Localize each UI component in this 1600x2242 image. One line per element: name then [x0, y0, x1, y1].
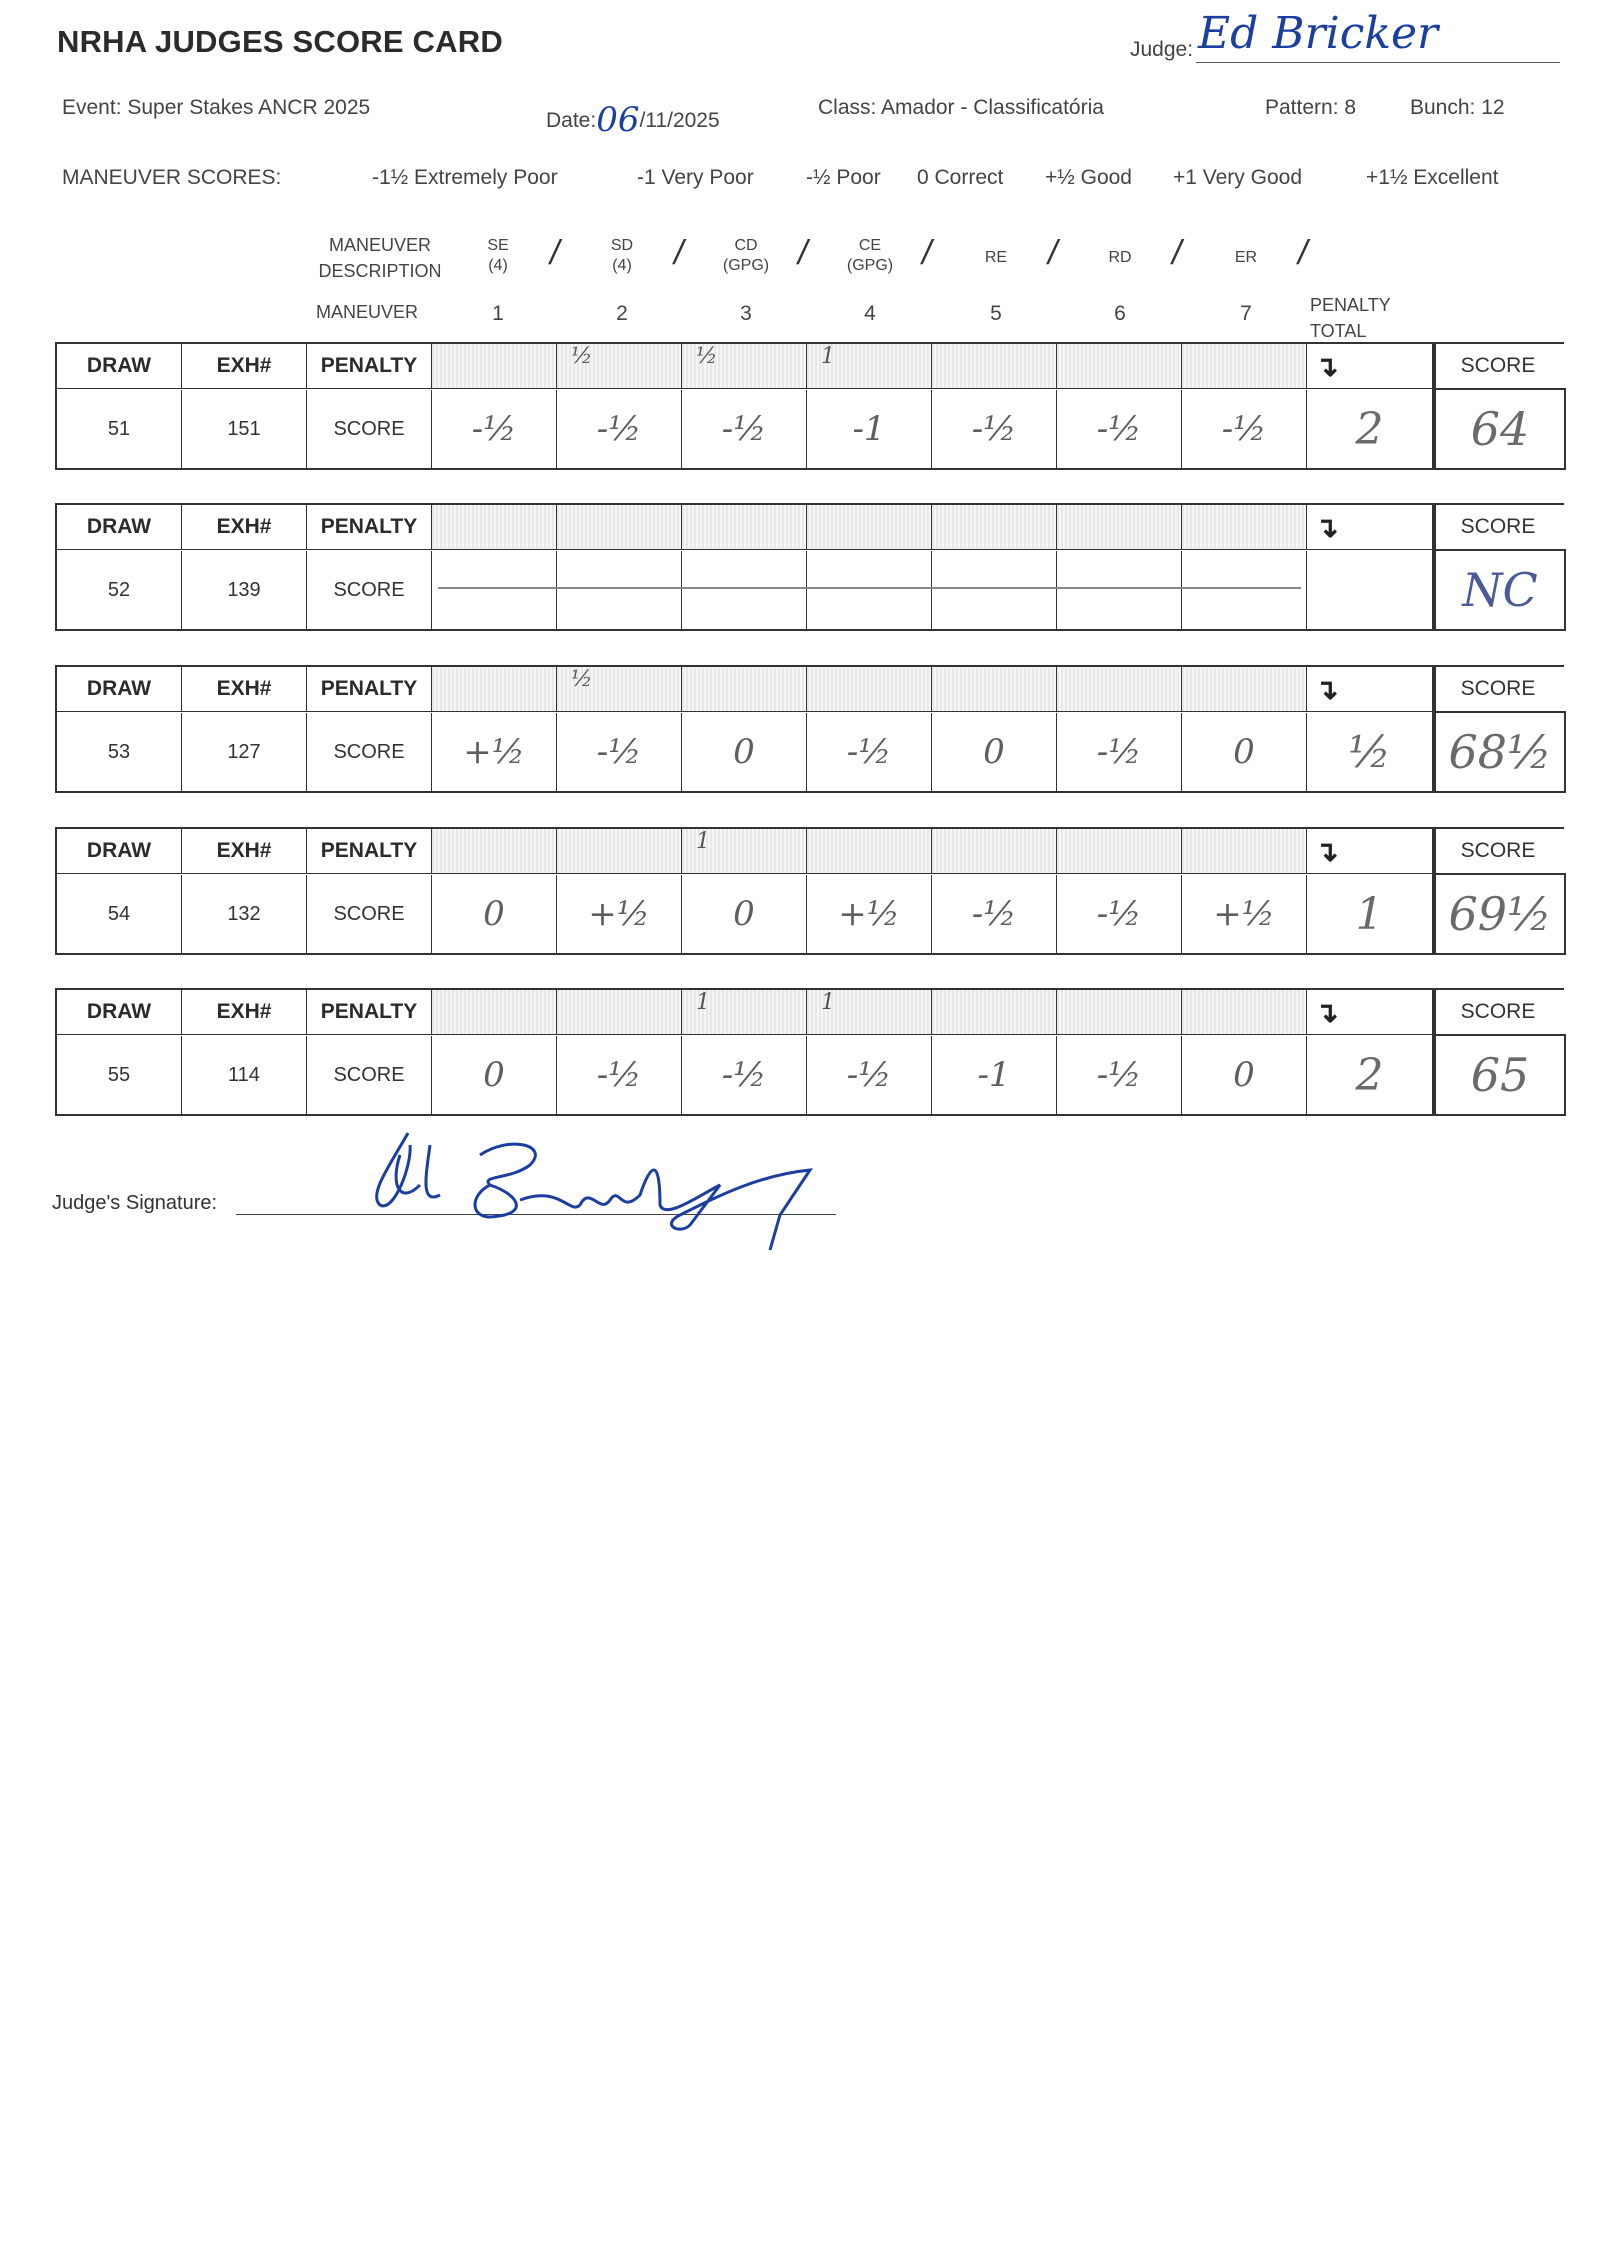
exh-value — [182, 551, 307, 629]
maneuver-score: 0 — [483, 894, 505, 934]
penalty-mark: 1 — [696, 990, 710, 1015]
penalty-cell-5 — [932, 344, 1057, 388]
maneuver-sub: (GPG) — [722, 257, 770, 274]
final-score-value: 65 — [1470, 1048, 1530, 1102]
maneuver-score-cell-5 — [932, 1036, 1057, 1114]
penalty-total-cell — [1307, 875, 1432, 953]
maneuver-code-2 — [582, 236, 662, 276]
maneuver-code-7 — [1206, 236, 1286, 268]
scale-item: +1½ Excellent — [1366, 166, 1499, 189]
penalty-cell-5 — [932, 667, 1057, 711]
penalty-cell-6 — [1057, 829, 1182, 873]
exh-label: EXH# — [216, 1000, 272, 1023]
penalty-row — [57, 344, 1432, 389]
exh-value — [182, 1036, 307, 1114]
scale-item: -1 Very Poor — [637, 166, 754, 189]
maneuver-score: -½ — [721, 409, 767, 449]
penalty-total-value: 2 — [1355, 403, 1384, 455]
maneuver-code: ER — [1234, 249, 1258, 266]
score-label-cell — [307, 551, 432, 629]
maneuver-score-cell-5 — [932, 551, 1057, 629]
penalty-cell-7 — [1182, 990, 1307, 1034]
penalty-cell-3 — [682, 667, 807, 711]
penalty-cell-4 — [807, 344, 932, 388]
scale-item: -½ Poor — [806, 166, 881, 189]
score-row — [57, 390, 1432, 468]
maneuver-score: -½ — [1096, 732, 1142, 772]
maneuver-score-cell-4 — [807, 1036, 932, 1114]
run-block-52 — [55, 503, 1434, 631]
score-label-cell — [307, 1036, 432, 1114]
final-score-divider — [1434, 988, 1436, 1036]
maneuver-score-cell-4 — [807, 875, 932, 953]
maneuver-score: -½ — [596, 409, 642, 449]
exh-value — [182, 713, 307, 791]
maneuver-code: RD — [1108, 249, 1132, 266]
maneuver-score-cell-7 — [1182, 390, 1307, 468]
scale-item: +1 Very Good — [1173, 166, 1303, 189]
final-score-topline — [1432, 503, 1564, 505]
maneuver-score-cell-1 — [432, 713, 557, 791]
score-label-cell — [307, 390, 432, 468]
draw-value — [57, 1036, 182, 1114]
maneuver-score: -½ — [846, 732, 892, 772]
run-block-55 — [55, 988, 1434, 1116]
draw-header — [57, 829, 182, 873]
maneuver-score-cell-2 — [557, 551, 682, 629]
final-score-box — [1434, 549, 1566, 631]
maneuver-score: +½ — [463, 732, 525, 772]
penalty-cell-6 — [1057, 344, 1182, 388]
exh-header — [182, 667, 307, 711]
penalty-header — [307, 829, 432, 873]
maneuver-score-cell-3 — [682, 713, 807, 791]
final-score-box — [1434, 711, 1566, 793]
maneuver-separator: / — [922, 234, 932, 272]
draw-label: DRAW — [86, 839, 152, 862]
penalty-total-header — [1307, 667, 1432, 711]
arrow-icon: ↴ — [1315, 835, 1339, 867]
penalty-mark: 1 — [821, 990, 835, 1015]
penalty-cell-3 — [682, 829, 807, 873]
maneuver-score: 0 — [733, 732, 755, 772]
exh-header — [182, 344, 307, 388]
final-score-box — [1434, 1034, 1566, 1116]
maneuver-number: 4 — [864, 302, 876, 325]
penalty-mark: 1 — [821, 344, 835, 369]
final-score-value: 69½ — [1448, 887, 1552, 941]
draw-number: 54 — [107, 902, 131, 925]
exh-number: 132 — [227, 902, 261, 925]
score-label-cell — [307, 713, 432, 791]
maneuver-score: -½ — [971, 894, 1017, 934]
score-label: SCORE — [333, 902, 405, 925]
penalty-cell-1 — [432, 505, 557, 549]
maneuver-score: -½ — [1096, 1055, 1142, 1095]
maneuver-description-label: MANEUVER DESCRIPTION — [318, 235, 442, 281]
draw-label: DRAW — [86, 515, 152, 538]
maneuver-score: +½ — [588, 894, 650, 934]
penalty-total-cell — [1307, 713, 1432, 791]
maneuver-score: -1 — [977, 1055, 1011, 1095]
maneuver-score-cell-7 — [1182, 1036, 1307, 1114]
maneuver-score: -½ — [471, 409, 517, 449]
event-text: Event: Super Stakes ANCR 2025 — [62, 96, 371, 119]
judge-signature — [360, 1125, 860, 1265]
penalty-total-header — [1307, 344, 1432, 388]
exh-number: 139 — [227, 578, 261, 601]
scale-item: 0 Correct — [917, 166, 1004, 189]
penalty-mark: ½ — [571, 667, 593, 692]
penalty-cell-6 — [1057, 990, 1182, 1034]
maneuver-separator: / — [1048, 234, 1058, 272]
maneuver-score: -½ — [596, 732, 642, 772]
penalty-total-value: 1 — [1355, 888, 1384, 940]
maneuver-score: +½ — [1213, 894, 1275, 934]
penalty-total-cell — [1307, 551, 1432, 629]
exh-number: 127 — [227, 740, 261, 763]
maneuver-score-cell-4 — [807, 390, 932, 468]
draw-header — [57, 505, 182, 549]
judge-line — [1196, 62, 1560, 63]
penalty-header — [307, 505, 432, 549]
exh-number: 151 — [227, 417, 261, 440]
bunch-text: Bunch: 12 — [1410, 96, 1505, 119]
penalty-label: PENALTY — [320, 1000, 418, 1023]
maneuver-score-cell-4 — [807, 551, 932, 629]
final-score-divider — [1434, 827, 1436, 875]
maneuver-sub: (GPG) — [846, 257, 894, 274]
scale-item: +½ Good — [1045, 166, 1132, 189]
final-score-topline — [1432, 342, 1564, 344]
maneuver-sub: (4) — [488, 257, 508, 274]
maneuver-code-3 — [706, 236, 786, 276]
judge-name-handwritten: Ed Bricker — [1198, 8, 1439, 59]
exh-header — [182, 829, 307, 873]
run-block-54 — [55, 827, 1434, 955]
maneuver-score: -½ — [971, 409, 1017, 449]
maneuver-number: 3 — [740, 302, 752, 325]
date-field — [546, 96, 720, 140]
penalty-total-header — [1307, 829, 1432, 873]
final-score-topline — [1432, 665, 1564, 667]
penalty-cell-3 — [682, 505, 807, 549]
draw-label: DRAW — [86, 354, 152, 377]
maneuver-score-cell-6 — [1057, 390, 1182, 468]
judge-label: Judge: — [1130, 38, 1194, 61]
exh-label: EXH# — [216, 677, 272, 700]
final-score-divider — [1434, 665, 1436, 713]
score-row — [57, 875, 1432, 953]
exh-value — [182, 875, 307, 953]
penalty-cell-7 — [1182, 344, 1307, 388]
penalty-total-cell — [1307, 1036, 1432, 1114]
maneuver-score: 0 — [983, 732, 1005, 772]
penalty-cell-7 — [1182, 829, 1307, 873]
maneuver-score: -½ — [1221, 409, 1267, 449]
penalty-row — [57, 505, 1432, 550]
penalty-cell-5 — [932, 829, 1057, 873]
penalty-total-value: ½ — [1348, 726, 1391, 778]
penalty-header — [307, 990, 432, 1034]
penalty-cell-6 — [1057, 505, 1182, 549]
draw-number: 51 — [107, 417, 131, 440]
maneuver-score-cell-3 — [682, 875, 807, 953]
exh-number: 114 — [228, 1063, 260, 1086]
penalty-cell-5 — [932, 990, 1057, 1034]
maneuver-score-cell-2 — [557, 713, 682, 791]
maneuver-number-label: MANEUVER — [316, 302, 419, 322]
draw-number: 52 — [107, 578, 131, 601]
maneuver-score: -½ — [721, 1055, 767, 1095]
draw-value — [57, 390, 182, 468]
maneuver-code: SD — [610, 237, 634, 254]
date-label: Date: — [546, 109, 597, 132]
maneuver-score: -½ — [596, 1055, 642, 1095]
arrow-icon: ↴ — [1315, 996, 1339, 1028]
run-block-53 — [55, 665, 1434, 793]
maneuver-score-cell-6 — [1057, 1036, 1182, 1114]
exh-label: EXH# — [216, 839, 272, 862]
penalty-cell-1 — [432, 990, 557, 1034]
maneuver-separator: / — [798, 234, 808, 272]
penalty-cell-3 — [682, 990, 807, 1034]
score-label: SCORE — [333, 417, 405, 440]
penalty-cell-3 — [682, 344, 807, 388]
final-score-box — [1434, 873, 1566, 955]
maneuver-score-cell-5 — [932, 713, 1057, 791]
final-score-value: 64 — [1470, 402, 1530, 456]
maneuver-score-cell-2 — [557, 390, 682, 468]
exh-value — [182, 390, 307, 468]
maneuver-score-cell-7 — [1182, 875, 1307, 953]
maneuver-separator: / — [1172, 234, 1182, 272]
penalty-cell-4 — [807, 667, 932, 711]
scale-item: -1½ Extremely Poor — [372, 166, 558, 189]
class-text: Class: Amador - Classificatória — [818, 96, 1104, 119]
maneuver-score-cell-5 — [932, 390, 1057, 468]
penalty-label: PENALTY — [320, 515, 418, 538]
draw-header — [57, 667, 182, 711]
penalty-cell-1 — [432, 344, 557, 388]
exh-label: EXH# — [216, 515, 272, 538]
penalty-header — [307, 667, 432, 711]
maneuver-code-4 — [830, 236, 910, 276]
maneuver-code: CE — [858, 237, 882, 254]
final-score-header: SCORE — [1460, 1000, 1536, 1023]
maneuver-score-cell-7 — [1182, 551, 1307, 629]
maneuver-score-cell-3 — [682, 551, 807, 629]
draw-value — [57, 713, 182, 791]
penalty-row — [57, 667, 1432, 712]
penalty-cell-4 — [807, 829, 932, 873]
maneuver-code-6 — [1080, 236, 1160, 268]
penalty-cell-4 — [807, 505, 932, 549]
penalty-cell-1 — [432, 829, 557, 873]
draw-value — [57, 875, 182, 953]
maneuver-score: 0 — [483, 1055, 505, 1095]
arrow-icon: ↴ — [1315, 673, 1339, 705]
penalty-header — [307, 344, 432, 388]
penalty-cell-5 — [932, 505, 1057, 549]
penalty-mark: 1 — [696, 829, 710, 854]
maneuver-code: SE — [487, 237, 509, 254]
maneuver-score-cell-3 — [682, 390, 807, 468]
score-label: SCORE — [333, 1063, 405, 1086]
penalty-cell-7 — [1182, 667, 1307, 711]
card-title: NRHA JUDGES SCORE CARD — [57, 24, 503, 59]
score-row — [57, 1036, 1432, 1114]
maneuver-score: 0 — [733, 894, 755, 934]
penalty-cell-2 — [557, 829, 682, 873]
penalty-label: PENALTY — [320, 354, 418, 377]
penalty-mark: ½ — [571, 344, 593, 369]
penalty-cell-2 — [557, 667, 682, 711]
maneuver-score-cell-4 — [807, 713, 932, 791]
maneuver-score-cell-2 — [557, 1036, 682, 1114]
exh-label: EXH# — [216, 354, 272, 377]
penalty-cell-4 — [807, 990, 932, 1034]
score-label-cell — [307, 875, 432, 953]
maneuver-code-1 — [458, 236, 538, 276]
maneuver-score-cell-7 — [1182, 713, 1307, 791]
maneuver-score: 0 — [1233, 732, 1255, 772]
penalty-cell-6 — [1057, 667, 1182, 711]
draw-label: DRAW — [86, 677, 152, 700]
final-score-value: NC — [1462, 563, 1538, 617]
arrow-icon: ↴ — [1315, 511, 1339, 543]
maneuver-scores-label: MANEUVER SCORES: — [62, 166, 282, 189]
maneuver-score-cell-1 — [432, 390, 557, 468]
penalty-label: PENALTY — [320, 677, 418, 700]
draw-number: 55 — [107, 1063, 131, 1086]
final-score-header: SCORE — [1460, 839, 1536, 862]
draw-value — [57, 551, 182, 629]
date-day-handwritten: 06 — [596, 100, 640, 140]
maneuver-code-5 — [956, 236, 1036, 268]
maneuver-separator: / — [550, 234, 560, 272]
final-score-topline — [1432, 827, 1564, 829]
penalty-cell-2 — [557, 505, 682, 549]
maneuver-number: 2 — [616, 302, 628, 325]
arrow-icon: ↴ — [1315, 350, 1339, 382]
signature-label: Judge's Signature: — [52, 1192, 218, 1214]
penalty-total-cell — [1307, 390, 1432, 468]
exh-header — [182, 505, 307, 549]
draw-header — [57, 990, 182, 1034]
maneuver-score-cell-5 — [932, 875, 1057, 953]
penalty-mark: ½ — [696, 344, 718, 369]
score-row — [57, 551, 1432, 629]
pattern-text: Pattern: 8 — [1265, 96, 1357, 119]
penalty-total-header — [1307, 990, 1432, 1034]
maneuver-code: RE — [984, 249, 1008, 266]
maneuver-separator: / — [1298, 234, 1308, 272]
maneuver-number: 1 — [492, 302, 504, 325]
score-label: SCORE — [333, 578, 405, 601]
penalty-total-value: 2 — [1355, 1049, 1384, 1101]
score-label: SCORE — [333, 740, 405, 763]
penalty-row — [57, 829, 1432, 874]
final-score-topline — [1432, 988, 1564, 990]
final-score-header: SCORE — [1460, 515, 1536, 538]
final-score-divider — [1434, 342, 1436, 390]
maneuver-score-cell-1 — [432, 875, 557, 953]
maneuver-score-cell-1 — [432, 1036, 557, 1114]
maneuver-score: -½ — [846, 1055, 892, 1095]
maneuver-number: 6 — [1114, 302, 1126, 325]
maneuver-score-cell-1 — [432, 551, 557, 629]
final-score-header: SCORE — [1460, 354, 1536, 377]
maneuver-score: -½ — [1096, 894, 1142, 934]
penalty-row — [57, 990, 1432, 1035]
final-score-box — [1434, 388, 1566, 470]
exh-header — [182, 990, 307, 1034]
date-rest: /11/2025 — [639, 109, 720, 132]
maneuver-separator: / — [674, 234, 684, 272]
maneuver-score-cell-6 — [1057, 551, 1182, 629]
penalty-label: PENALTY — [320, 839, 418, 862]
penalty-cell-1 — [432, 667, 557, 711]
maneuver-score: +½ — [838, 894, 900, 934]
draw-header — [57, 344, 182, 388]
maneuver-score-cell-6 — [1057, 875, 1182, 953]
final-score-value: 68½ — [1448, 725, 1552, 779]
maneuver-number: 5 — [990, 302, 1002, 325]
maneuver-code: CD — [734, 237, 758, 254]
no-score-line — [438, 587, 1301, 589]
maneuver-score: 0 — [1233, 1055, 1255, 1095]
maneuver-score-cell-2 — [557, 875, 682, 953]
penalty-cell-2 — [557, 990, 682, 1034]
penalty-cell-7 — [1182, 505, 1307, 549]
run-block-51 — [55, 342, 1434, 470]
penalty-cell-2 — [557, 344, 682, 388]
maneuver-sub: (4) — [612, 257, 632, 274]
final-score-header: SCORE — [1460, 677, 1536, 700]
draw-number: 53 — [107, 740, 131, 763]
final-score-divider — [1434, 503, 1436, 551]
maneuver-score: -1 — [852, 409, 886, 449]
maneuver-score-cell-3 — [682, 1036, 807, 1114]
maneuver-score: -½ — [1096, 409, 1142, 449]
maneuver-score-cell-6 — [1057, 713, 1182, 791]
penalty-total-header — [1307, 505, 1432, 549]
draw-label: DRAW — [86, 1000, 152, 1023]
maneuver-number: 7 — [1240, 302, 1252, 325]
penalty-total-label: PENALTY TOTAL — [1310, 295, 1391, 341]
score-row — [57, 713, 1432, 791]
